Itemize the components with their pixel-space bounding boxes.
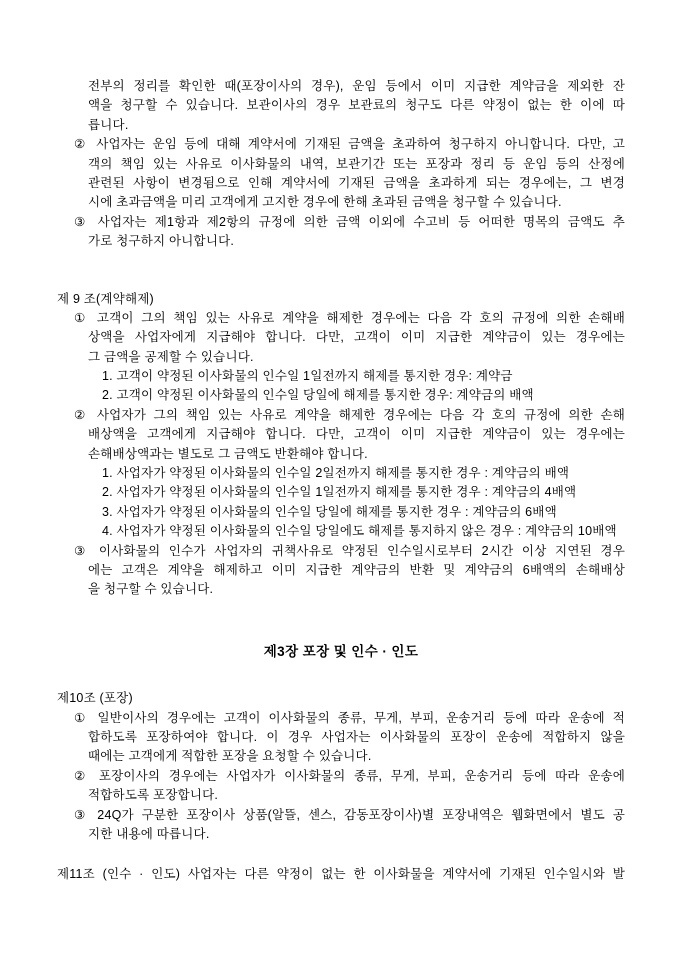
document-line: 합하도록 포장하여야 합니다. 이 경우 사업자는 이사화물의 포장이 운송에 적합하지 않을: [88, 729, 625, 744]
clause-block: [57, 135, 625, 213]
document-line: ② 사업자는 운임 등에 대해 계약서에 기재된 금액을 초과하여 청구하지 아니합니다. 다만, 고: [74, 137, 625, 152]
document-line: ① 고객이 그의 책임 있는 사유로 계약을 해제한 경우에는 다음 각 호의 규정에 의한 손해배: [74, 310, 625, 325]
document-line: 때에는 고객에게 적합한 포장을 요청할 수 있습니다.: [88, 749, 372, 764]
document-line: ③ 사업자는 제1항과 제2항의 규정에 의한 금액 이외에 수고비 등 어떠한 명목의 금액도 추: [74, 214, 625, 229]
clause-block: [57, 464, 625, 542]
article-heading: 제10조 (포장): [57, 691, 133, 706]
document-line: ③ 24Q가 구분한 포장이사 상품(알뜰, 센스, 감동포장이사)별 포장내역은 웹화면에서 별도 공: [74, 807, 625, 822]
document-line: 시에 초과금액을 미리 고객에게 고지한 경우에 한해 초과된 금액을 청구할 수 있습니다.: [88, 195, 562, 210]
clause-block: [57, 806, 625, 845]
document-line: 4. 사업자가 약정된 이사화물의 인수일 당일에도 해제를 통지하지 않은 경우 : 계약금의 10배액: [102, 524, 617, 539]
document-line: 지한 내용에 따릅니다.: [88, 826, 210, 841]
document-line: 1. 고객이 약정된 이사화물의 인수일 1일전까지 해제를 통지한 경우: 계약금: [102, 369, 513, 384]
clause-block: [57, 77, 625, 135]
document-line: 관련된 사항이 변경됨으로 인해 계약서에 기재된 금액을 초과하게 되는 경우에는, 그 변경: [88, 175, 625, 190]
clause-block: [57, 865, 625, 884]
document-line: 전부의 정리를 확인한 때(포장이사의 경우), 운임 등에서 이미 지급한 계약금을 제외한 잔: [88, 79, 625, 93]
document-line: 상액을 사업자에게 지급해야 합니다. 다만, 고객이 이미 지급한 계약금이 있는 경우에는: [88, 330, 625, 345]
document-line: 릅니다.: [88, 117, 129, 132]
document-line: 가로 청구하지 아니합니다.: [88, 234, 235, 249]
document-line: 손해배상액과는 별도로 그 금액도 반환해야 합니다.: [88, 446, 368, 461]
document-line: 객의 책임 있는 사유로 이사화물의 내역, 보관기간 또는 포장과 정리 등 운임 등의 산정에: [88, 156, 625, 171]
document-line: 3. 사업자가 약정된 이사화물의 인수일 당일에 해제를 통지한 경우 : 계약금의 6배액: [102, 504, 557, 519]
terms-document: [57, 77, 625, 885]
clause-block: [57, 709, 625, 767]
clause-block: [57, 309, 625, 367]
document-line: ② 사업자가 그의 책임 있는 사유로 계약을 해제한 경우에는 다음 각 호의 규정에 의한 손해: [74, 407, 625, 422]
document-line: 2. 사업자가 약정된 이사화물의 인수일 1일전까지 해제를 통지한 경우 : 계약금의 4배액: [102, 485, 577, 500]
clause-block: [57, 406, 625, 464]
document-line: ① 일반이사의 경우에는 고객이 이사화물의 종류, 무게, 부피, 운송거리 등에 따라 운송에 적: [74, 710, 625, 725]
clause-block: [57, 767, 625, 806]
document-line: 을 청구할 수 있습니다.: [88, 582, 214, 597]
document-line: 액을 청구할 수 있습니다. 보관이사의 경우 보관료의 청구도 다른 약정이 없는 한 이에 따: [88, 98, 625, 113]
chapter-heading: 제3장 포장 및 인수 · 인도: [263, 643, 419, 659]
document-line: 에는 고객은 계약을 해제하고 이미 지급한 계약금의 반환 및 계약금의 6배액의 손해배상: [88, 562, 625, 577]
document-line: 그 금액을 공제할 수 있습니다.: [88, 349, 254, 364]
document-line: ② 포장이사의 경우에는 사업자가 이사화물의 종류, 무게, 부피, 운송거리 등에 따라 운송에: [74, 768, 625, 783]
document-line: 2. 고객이 약정된 이사화물의 인수일 당일에 해제를 통지한 경우: 계약금의 배액: [102, 388, 534, 403]
document-line: 적합하도록 포장합니다.: [88, 788, 219, 803]
document-line: ③ 이사화물의 인수가 사업자의 귀책사유로 약정된 인수일시로부터 2시간 이상 지연된 경우: [74, 543, 625, 558]
clause-block: [57, 367, 625, 406]
document-line: 제11조 (인수 · 인도) 사업자는 다른 약정이 없는 한 이사화물을 계약서에 기재된 인수일시와 발: [57, 867, 625, 882]
document-line: 배상액을 고객에게 지급해야 합니다. 다만, 고객이 이미 지급한 계약금이 있는 경우에는: [88, 427, 625, 442]
article-heading: 제 9 조(계약해제): [57, 291, 154, 306]
document-line: 1. 사업자가 약정된 이사화물의 인수일 2일전까지 해제를 통지한 경우 : 계약금의 배액: [102, 466, 570, 481]
clause-block: [57, 542, 625, 600]
clause-block: [57, 213, 625, 252]
